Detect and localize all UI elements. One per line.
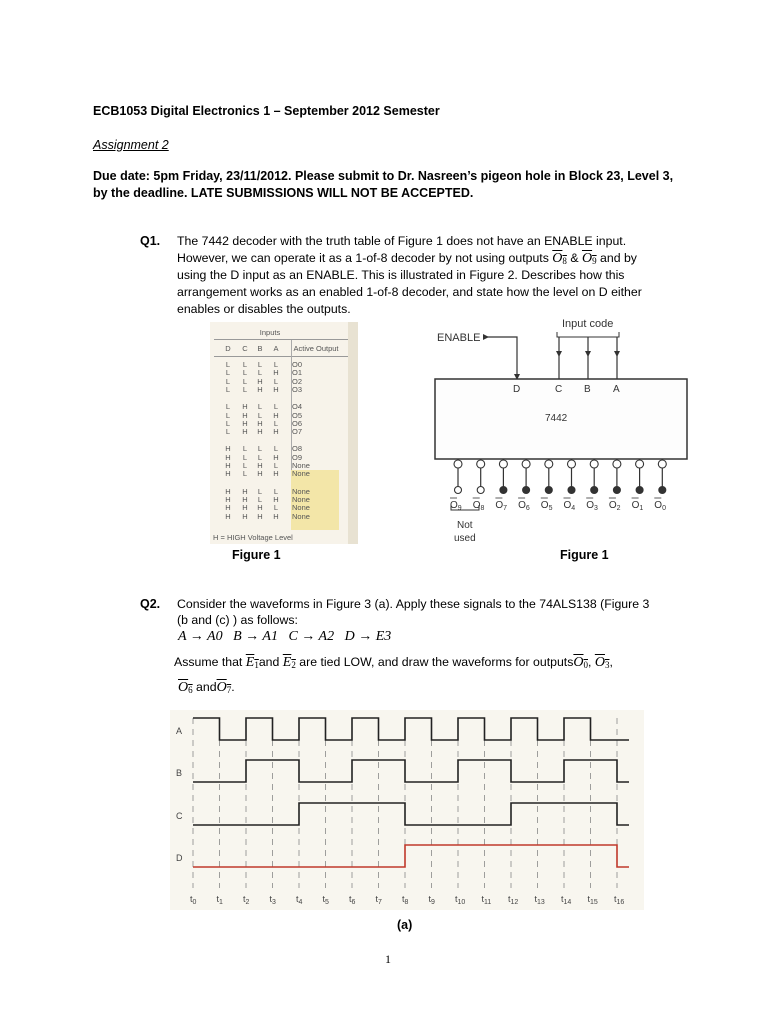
- assignment-title: Assignment 2: [93, 138, 169, 152]
- time-label: $t_0$: [190, 894, 197, 906]
- q1-line-2-text: However, we can operate it as a 1-of-8 decoder by not using outputs: [177, 251, 549, 265]
- truth-table-cell: H: [225, 461, 231, 470]
- truth-table-cell: H: [242, 402, 248, 412]
- truth-table-cell: L: [257, 452, 263, 462]
- truth-table-cell: H: [257, 384, 263, 394]
- output-bubble: [658, 460, 666, 468]
- output-pin-label: $O_1$: [631, 500, 644, 512]
- q1-line-2-end: and by: [600, 251, 637, 265]
- truth-table-cell: O4: [292, 402, 303, 412]
- output-pin-label: $O_9$: [450, 500, 462, 512]
- waveform-trace-b: [193, 760, 629, 782]
- truth-table-cell: L: [242, 384, 248, 394]
- output-bubble: [545, 460, 553, 468]
- input-pin-label: C: [555, 384, 563, 395]
- input-code-label: Input code: [562, 318, 614, 330]
- truth-table-cell: L: [273, 503, 279, 513]
- truth-table-header-cell: D: [225, 344, 231, 353]
- truth-table-cell: H: [273, 511, 279, 521]
- q2-line-2: (b and (c) ) as follows:: [177, 613, 298, 627]
- truth-table-cell: H: [273, 452, 279, 462]
- q1-line-1: The 7442 decoder with the truth table of Figure 1 does not have an ENABLE input.: [177, 234, 627, 248]
- truth-table-cell: O0: [292, 360, 303, 369]
- truth-table-cell: L: [242, 368, 248, 378]
- truth-table-cell: O3: [292, 384, 303, 394]
- truth-table-cell: None: [292, 486, 310, 496]
- output-terminal: [636, 487, 643, 494]
- truth-table-header-row: [210, 344, 348, 356]
- truth-table-cell: H: [225, 503, 231, 513]
- truth-table-cell: L: [273, 360, 279, 369]
- time-label: $t_{14}$: [561, 894, 572, 906]
- signal-label: A: [176, 726, 183, 736]
- amp: &: [570, 251, 579, 265]
- truth-table-cell: H: [273, 427, 279, 437]
- out6-symbol: $O_6$: [178, 680, 193, 695]
- assume-text: Assume that: [174, 655, 243, 669]
- truth-table-cell: H: [257, 461, 263, 470]
- enable-label: ENABLE: [437, 332, 481, 344]
- due-date-line-1: Due date: 5pm Friday, 23/11/2012. Please submit to Dr. Nasreen’s pigeon hole in Block 23, Level 3,: [93, 169, 674, 183]
- truth-table-inputs-label: Inputs: [259, 328, 281, 337]
- truth-table-cell: H: [225, 452, 231, 462]
- truth-table-footnote: H = HIGH Voltage Level: [213, 533, 293, 542]
- waveform-trace-d: [193, 845, 629, 867]
- time-label: $t_6$: [349, 894, 356, 906]
- truth-table-cell: None: [292, 469, 310, 479]
- truth-table-cell: H: [257, 511, 263, 521]
- truth-table-cell: H: [225, 511, 231, 521]
- input-pin-label: B: [584, 384, 591, 395]
- output-terminal: [455, 487, 462, 494]
- enable-arrow: [483, 334, 489, 340]
- truth-table-body: [210, 360, 348, 532]
- truth-table-cell: H: [225, 486, 231, 496]
- output-bubble: [636, 460, 644, 468]
- truth-table-cell: O5: [292, 410, 303, 420]
- truth-table-cell: L: [257, 494, 263, 504]
- truth-table-cell: L: [257, 444, 263, 454]
- q1-line-3: using the D input as an ENABLE. This is illustrated in Figure 2. Describes how this: [177, 268, 625, 282]
- output-terminal: [477, 487, 484, 494]
- page-number: 1: [385, 952, 391, 966]
- truth-table-cell: L: [273, 444, 279, 454]
- output-terminal: [659, 487, 666, 494]
- output-terminal: [613, 487, 620, 494]
- truth-table-cell: H: [225, 444, 231, 454]
- truth-table-cell: L: [273, 486, 279, 496]
- chip-name: 7442: [545, 413, 568, 424]
- truth-table-cell: H: [242, 494, 248, 504]
- output-terminal: [568, 487, 575, 494]
- enable-wire: [485, 337, 517, 379]
- truth-table-cell: O9: [292, 452, 303, 462]
- q1-number: Q1.: [140, 234, 161, 248]
- truth-table-cell: H: [257, 418, 263, 428]
- figure1-left-caption: Figure 1: [232, 548, 281, 562]
- out7-symbol: $O_7$: [216, 680, 232, 695]
- and-text-2: and: [196, 680, 217, 694]
- output-terminal: [591, 487, 598, 494]
- truth-table-cell: L: [257, 368, 263, 378]
- q2-mapping: A → A0 B → A1 C → A2 D → E3: [178, 629, 392, 644]
- time-label: $t_{10}$: [455, 894, 466, 906]
- truth-table-figure: [210, 322, 358, 544]
- time-label: $t_9$: [428, 894, 435, 906]
- output-bubble: [499, 460, 507, 468]
- output-pin-label: $O_6$: [518, 500, 530, 512]
- output-pin-label: $O_8$: [472, 500, 485, 512]
- q2-assume-line: Assume that $E_1and$ $E_2$ are tied LOW, and draw the waveforms for outputsO$_0$, $O_3$,: [174, 655, 613, 670]
- output-bubble: [590, 460, 598, 468]
- time-label: $t_{12}$: [508, 894, 519, 906]
- signal-label: B: [176, 768, 183, 778]
- output-terminal: [523, 487, 530, 494]
- input-pin-label: D: [513, 384, 521, 395]
- time-label: $t_{13}$: [534, 894, 545, 906]
- truth-table-cell: O8: [292, 444, 303, 454]
- truth-table-cell: L: [225, 418, 231, 428]
- output-bubble: [613, 460, 621, 468]
- truth-table-cell: None: [292, 503, 310, 513]
- truth-table-header-cell: Active Output: [293, 344, 339, 353]
- output-pin-label: $O_3$: [586, 500, 598, 512]
- output-bubble: [568, 460, 576, 468]
- truth-table-cell: L: [225, 427, 231, 437]
- truth-table-cell: L: [225, 402, 231, 412]
- truth-table-header-cell: A: [273, 344, 279, 353]
- time-label: $t_1$: [216, 894, 223, 906]
- truth-table-cell: O7: [292, 427, 303, 437]
- truth-table-cell: L: [242, 469, 248, 479]
- truth-table-cell: L: [225, 384, 231, 394]
- output-terminal: [545, 487, 552, 494]
- and-text-1: and: [258, 655, 280, 669]
- truth-table-cell: None: [292, 511, 310, 521]
- time-label: $t_8$: [402, 894, 409, 906]
- truth-table-cell: H: [273, 469, 279, 479]
- time-label: $t_7$: [375, 894, 382, 906]
- output-bubble: [522, 460, 530, 468]
- truth-table-cell: H: [257, 427, 263, 437]
- truth-table-cell: L: [242, 444, 248, 454]
- truth-table-cell: L: [242, 461, 248, 470]
- output-bubble: [477, 460, 485, 468]
- truth-table-header-cell: C: [242, 344, 248, 353]
- truth-table-cell: L: [273, 402, 279, 412]
- time-label: $t_{15}$: [587, 894, 598, 906]
- not-used-label-2: used: [454, 533, 476, 544]
- figure3a-caption: (a): [397, 918, 413, 932]
- truth-table-cell: H: [242, 410, 248, 420]
- signal-label: D: [176, 853, 183, 863]
- time-label: $t_2$: [243, 894, 250, 906]
- truth-table-cell: H: [242, 427, 248, 437]
- e2-symbol: $E_2$: [282, 655, 296, 670]
- truth-table-cell: H: [242, 486, 248, 496]
- figure1-right-caption: Figure 1: [560, 548, 609, 562]
- truth-table-cell: L: [242, 360, 248, 369]
- truth-table-cell: L: [257, 486, 263, 496]
- q1-line-4: arrangement works as an enabled 1-of-8 decoder, and state how the level on D either: [177, 285, 642, 299]
- truth-table-cell: H: [225, 494, 231, 504]
- q1-line-5: enables or disables the outputs.: [177, 302, 351, 316]
- course-title: ECB1053 Digital Electronics 1 – September 2012 Semester: [93, 104, 440, 118]
- truth-table-cell: L: [225, 410, 231, 420]
- due-date-line-2: by the deadline. LATE SUBMISSIONS WILL NOT BE ACCEPTED.: [93, 186, 474, 200]
- truth-table-cell: H: [242, 503, 248, 513]
- out0-symbol: $O_0$: [573, 655, 588, 670]
- truth-table-cell: H: [273, 494, 279, 504]
- q2-line-1: Consider the waveforms in Figure 3 (a). Apply these signals to the 74ALS138 (Figure 3: [177, 597, 650, 611]
- o9-symbol: $O_9$: [581, 251, 597, 266]
- truth-table-cell: H: [242, 511, 248, 521]
- truth-table-cell: O6: [292, 418, 303, 428]
- output-terminal: [500, 487, 507, 494]
- truth-table-cell: None: [292, 461, 310, 470]
- time-label: $t_{11}$: [481, 894, 492, 906]
- truth-table-cell: H: [257, 376, 263, 386]
- q2-number: Q2.: [140, 597, 161, 611]
- time-label: $t_3$: [269, 894, 276, 906]
- time-label: $t_5$: [322, 894, 329, 906]
- output-pin-label: $O_5$: [540, 500, 553, 512]
- truth-table-cell: None: [292, 494, 310, 504]
- truth-table-cell: H: [225, 469, 231, 479]
- truth-table-cell: L: [257, 360, 263, 369]
- output-pin-label: $O_7$: [495, 500, 508, 512]
- truth-table-cell: H: [242, 418, 248, 428]
- decoder-7442-figure: [425, 312, 695, 548]
- input-pin-label: A: [613, 384, 620, 395]
- time-label: $t_{16}$: [614, 894, 625, 906]
- truth-table-cell: L: [257, 410, 263, 420]
- truth-table-cell: L: [273, 376, 279, 386]
- truth-table-cell: L: [273, 418, 279, 428]
- not-used-label-1: Not: [457, 520, 473, 531]
- output-pin-label: $O_4$: [563, 500, 576, 512]
- waveform-trace-c: [193, 803, 629, 825]
- truth-table-cell: H: [257, 469, 263, 479]
- output-bubble: [454, 460, 462, 468]
- o8-symbol: $O_8$: [552, 251, 567, 266]
- q2-outputs-line: $O_6$ andO$_7$.: [178, 680, 235, 695]
- assume-text-2: are tied LOW, and draw the waveforms for outputs: [299, 655, 574, 669]
- truth-table-cell: L: [242, 452, 248, 462]
- truth-table-header-cell: B: [257, 344, 263, 353]
- truth-table-cell: O1: [292, 368, 303, 378]
- out3-symbol: $O_3$: [594, 655, 610, 670]
- truth-table-cell: L: [225, 376, 231, 386]
- truth-table-cell: L: [225, 360, 231, 369]
- e1-symbol: $E_1$: [245, 655, 259, 670]
- truth-table-cell: L: [242, 376, 248, 386]
- truth-table-cell: L: [225, 368, 231, 378]
- waveform-trace-a: [193, 718, 629, 740]
- truth-table-cell: H: [273, 368, 279, 378]
- waveform-figure: [170, 710, 644, 910]
- truth-table-cell: H: [273, 384, 279, 394]
- truth-table-cell: H: [273, 410, 279, 420]
- time-label: $t_4$: [296, 894, 303, 906]
- truth-table-cell: L: [257, 402, 263, 412]
- signal-label: C: [176, 811, 183, 821]
- truth-table-cell: O2: [292, 376, 303, 386]
- output-pin-label: $O_2$: [608, 500, 621, 512]
- output-pin-label: $O_0$: [654, 500, 666, 512]
- truth-table-cell: L: [273, 461, 279, 470]
- truth-table-cell: H: [257, 503, 263, 513]
